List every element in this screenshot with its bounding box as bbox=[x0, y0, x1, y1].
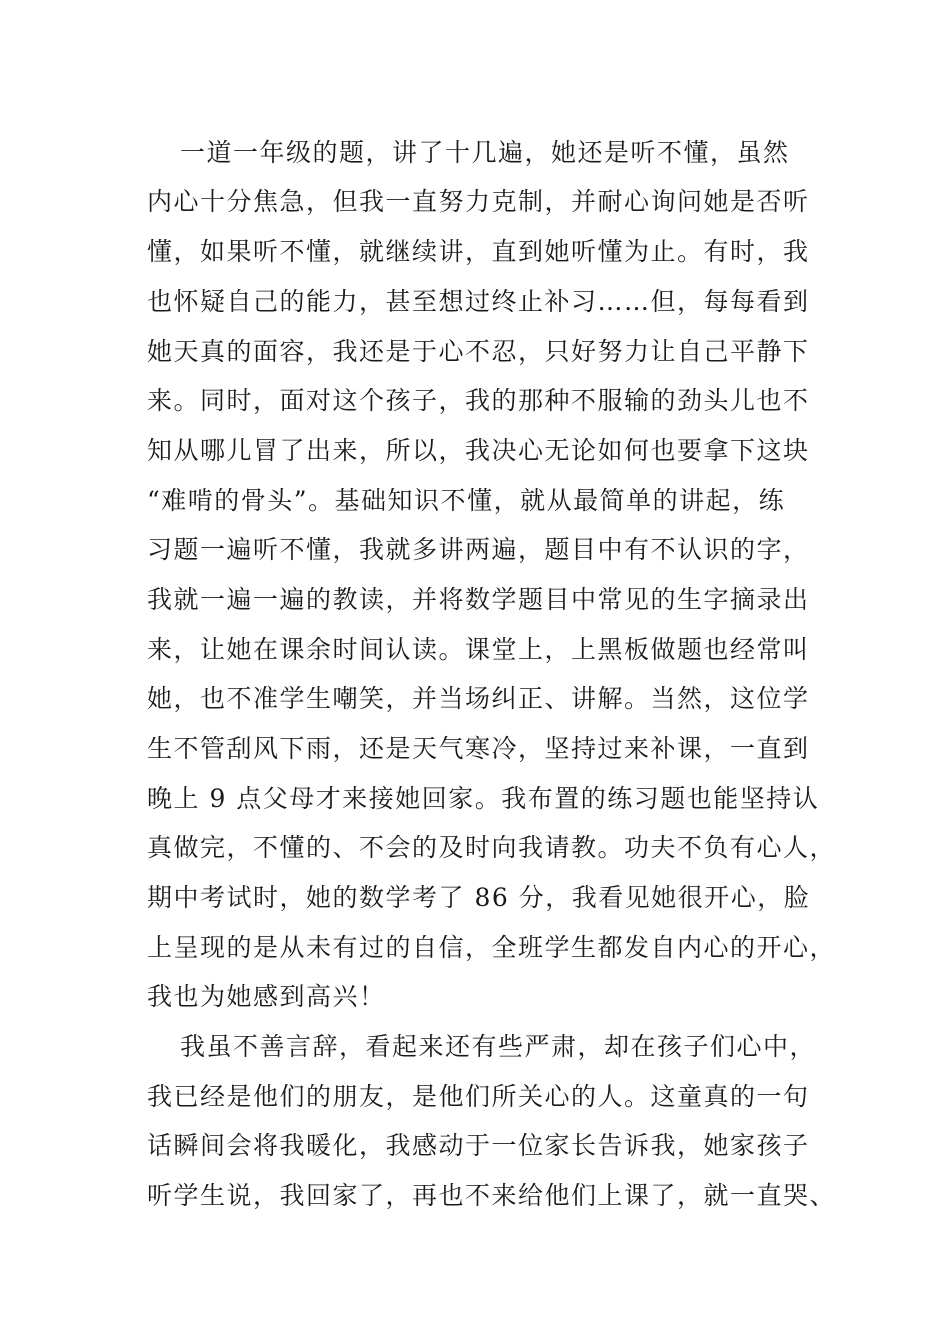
paragraph-2-line-1: 我虽不善言辞，看起来还有些严肃，却在孩子们心中， bbox=[180, 1032, 817, 1061]
paragraph-1-line-15: 真做完，不懂的、不会的及时向我请教。功夫不负有心人， bbox=[147, 833, 837, 862]
paragraph-2-line-3: 话瞬间会将我暖化，我感动于一位家长告诉我，她家孩子 bbox=[147, 1131, 810, 1160]
paragraph-2-line-2: 我已经是他们的朋友，是他们所关心的人。这童真的一句 bbox=[147, 1082, 810, 1111]
paragraph-1-line-16: 期中考试时，她的数学考了 86 分，我看见她很开心，脸 bbox=[147, 883, 811, 912]
paragraph-1-line-2: 内心十分焦急，但我一直努力克制，并耐心询问她是否听 bbox=[147, 187, 810, 216]
paragraph-1-line-18: 我也为她感到高兴！ bbox=[147, 982, 386, 1011]
paragraph-1-line-1: 一道一年级的题，讲了十几遍，她还是听不懂，虽然 bbox=[180, 138, 790, 167]
paragraph-1-line-4: 也怀疑自己的能力，甚至想过终止补习……但，每每看到 bbox=[147, 287, 810, 316]
paragraph-1-line-10: 我就一遍一遍的教读，并将数学题目中常见的生字摘录出 bbox=[147, 585, 810, 614]
paragraph-1-line-9: 习题一遍听不懂，我就多讲两遍，题目中有不认识的字， bbox=[147, 535, 810, 564]
paragraph-1-line-7: 知从哪儿冒了出来，所以，我决心无论如何也要拿下这块 bbox=[147, 436, 810, 465]
paragraph-1-line-14: 晚上 9 点父母才来接她回家。我布置的练习题也能坚持认 bbox=[147, 784, 820, 813]
paragraph-2-line-4: 听学生说，我回家了，再也不来给他们上课了，就一直哭、 bbox=[147, 1181, 837, 1210]
paragraph-1-line-12: 她，也不准学生嘲笑，并当场纠正、讲解。当然，这位学 bbox=[147, 684, 810, 713]
paragraph-1-line-3: 懂，如果听不懂，就继续讲，直到她听懂为止。有时，我 bbox=[147, 237, 810, 266]
paragraph-1-line-11: 来，让她在课余时间认读。课堂上，上黑板做题也经常叫 bbox=[147, 635, 810, 664]
paragraph-1-line-5: 她天真的面容，我还是于心不忍，只好努力让自己平静下 bbox=[147, 337, 810, 366]
paragraph-1-line-8: “难啃的骨头”。基础知识不懂，就从最简单的讲起，练 bbox=[147, 486, 786, 515]
paragraph-1-line-17: 上呈现的是从未有过的自信，全班学生都发自内心的开心， bbox=[147, 933, 837, 962]
paragraph-1-line-13: 生不管刮风下雨，还是天气寒冷，坚持过来补课，一直到 bbox=[147, 734, 810, 763]
paragraph-1-line-6: 来。同时，面对这个孩子，我的那种不服输的劲头儿也不 bbox=[147, 386, 810, 415]
